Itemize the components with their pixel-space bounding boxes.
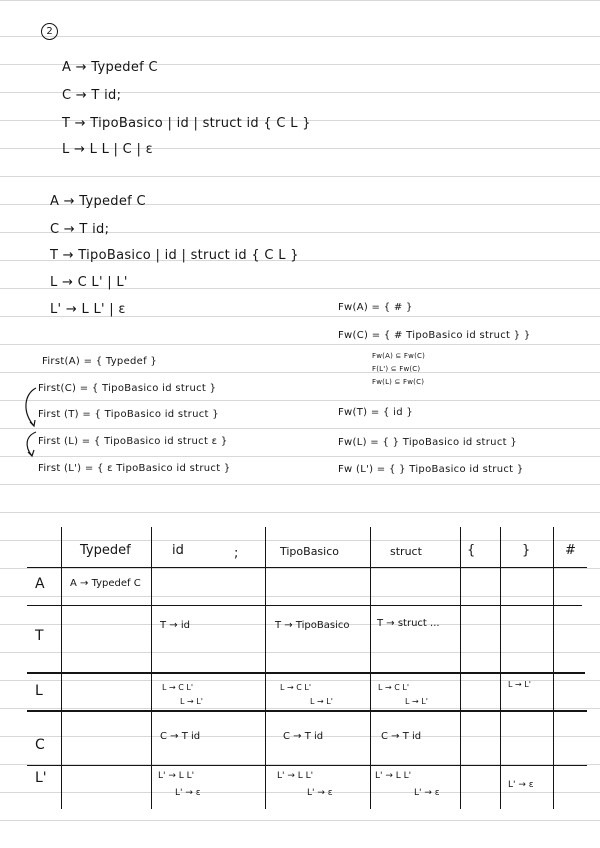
- grammar-transformed-rule-3: T → TipoBasico | id | struct id { C L }: [50, 248, 299, 263]
- cell-l-id-2: L → L': [180, 697, 203, 706]
- row-label-t: T: [35, 628, 44, 644]
- table-divider: [27, 605, 582, 606]
- grammar-original-rule-1: A → Typedef C: [62, 60, 158, 75]
- cell-a-typedef: A → Typedef C: [70, 578, 141, 589]
- table-divider: [553, 527, 554, 809]
- grammar-original-rule-4: L → L L | C | ε: [62, 142, 153, 157]
- grammar-original-rule-2: C → T id;: [62, 88, 122, 103]
- cell-t-struct: T → struct ...: [377, 618, 440, 629]
- cell-c-id: C → T id: [160, 731, 201, 742]
- follow-a: Fw(A) = { # }: [338, 302, 413, 313]
- first-l-prime: First (L') = { ε TipoBasico id struct }: [38, 463, 231, 474]
- cell-l-struct-2: L → L': [405, 697, 428, 706]
- grammar-original-rule-3: T → TipoBasico | id | struct id { C L }: [62, 116, 311, 131]
- header-tipobasico: TipoBasico: [280, 545, 340, 558]
- cell-lp-tipobasico-1: L' → L L': [277, 771, 314, 781]
- table-divider: [27, 567, 587, 568]
- grammar-transformed-rule-4: L → C L' | L': [50, 275, 128, 290]
- follow-l: Fw(L) = { } TipoBasico id struct }: [338, 437, 517, 448]
- table-divider: [27, 710, 587, 712]
- problem-number: 2: [41, 23, 58, 40]
- table-divider: [500, 527, 501, 809]
- header-semicolon: ;: [234, 546, 239, 561]
- follow-l-prime: Fw (L') = { } TipoBasico id struct }: [338, 464, 524, 475]
- table-divider: [151, 527, 152, 809]
- row-label-a: A: [35, 576, 45, 592]
- first-t: First (T) = { TipoBasico id struct }: [38, 409, 219, 420]
- follow-note-2: F(L') ⊆ Fw(C): [372, 365, 421, 373]
- follow-t: Fw(T) = { id }: [338, 407, 413, 418]
- cell-c-tipobasico: C → T id: [283, 731, 324, 742]
- cell-l-tipobasico-2: L → L': [310, 697, 333, 706]
- table-divider: [370, 527, 371, 809]
- cell-lp-tipobasico-2: L' → ε: [307, 788, 333, 798]
- cell-lp-id-2: L' → ε: [175, 788, 201, 798]
- cell-l-close-brace: L → L': [508, 680, 531, 689]
- cell-t-tipobasico: T → TipoBasico: [275, 620, 350, 631]
- cell-lp-struct-1: L' → L L': [375, 771, 412, 781]
- header-hash: #: [565, 543, 576, 558]
- first-l: First (L) = { TipoBasico id struct ε }: [38, 436, 228, 447]
- first-a: First(A) = { Typedef }: [42, 356, 158, 367]
- header-close-brace: }: [522, 543, 531, 558]
- cell-lp-struct-2: L' → ε: [414, 788, 440, 798]
- cell-t-id: T → id: [160, 620, 190, 631]
- cell-c-struct: C → T id: [381, 731, 422, 742]
- row-label-c: C: [35, 737, 45, 753]
- first-c: First(C) = { TipoBasico id struct }: [38, 383, 217, 394]
- header-typedef: Typedef: [80, 543, 131, 558]
- row-label-l-prime: L': [35, 770, 47, 786]
- table-divider: [265, 527, 266, 809]
- follow-note-3: Fw(L) ⊆ Fw(C): [372, 378, 425, 386]
- grammar-transformed-rule-2: C → T id;: [50, 222, 110, 237]
- cell-l-struct-1: L → C L': [378, 683, 410, 692]
- cell-lp-id-1: L' → L L': [158, 771, 195, 781]
- header-id: id: [172, 543, 184, 558]
- header-struct: struct: [390, 545, 422, 558]
- grammar-transformed-rule-5: L' → L L' | ε: [50, 302, 126, 317]
- table-divider: [61, 527, 62, 809]
- cell-lp-close-brace: L' → ε: [508, 780, 534, 790]
- follow-c: Fw(C) = { # TipoBasico id struct } }: [338, 330, 531, 341]
- row-label-l: L: [35, 683, 43, 699]
- dependency-arrow-icon: [20, 384, 42, 474]
- grammar-transformed-rule-1: A → Typedef C: [50, 194, 146, 209]
- header-open-brace: {: [467, 543, 476, 558]
- cell-l-tipobasico-1: L → C L': [280, 683, 312, 692]
- table-divider: [460, 527, 461, 809]
- table-divider: [27, 765, 587, 766]
- follow-note-1: Fw(A) ⊆ Fw(C): [372, 352, 426, 360]
- table-divider: [27, 672, 585, 674]
- cell-l-id-1: L → C L': [162, 683, 194, 692]
